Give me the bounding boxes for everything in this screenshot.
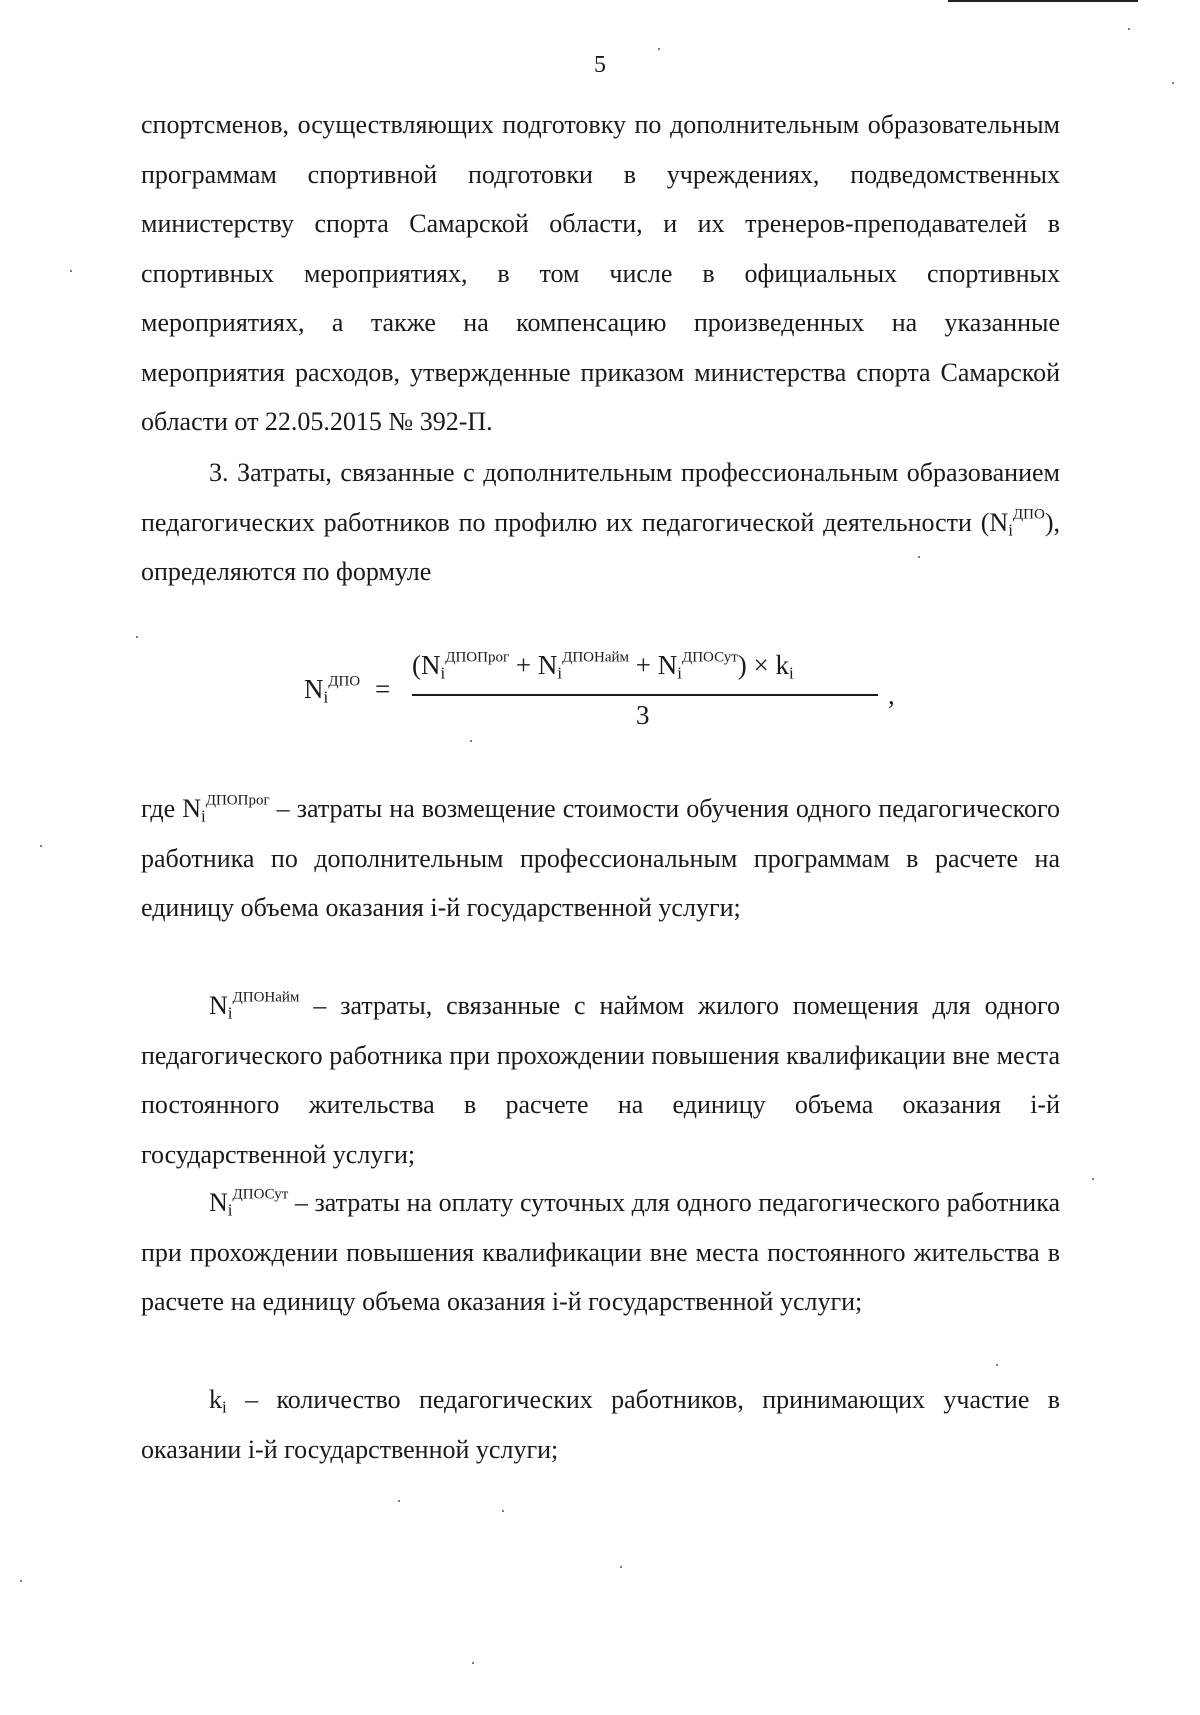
definition-dpo-prog xyxy=(141,784,1060,933)
scan-speck xyxy=(1092,1178,1094,1180)
formula-plus-sign: + xyxy=(629,650,658,680)
definition-symbol-base: k xyxy=(209,1385,222,1414)
formula-close-paren: ) xyxy=(737,650,747,680)
scan-speck xyxy=(1172,82,1174,84)
definition-symbol-subscript: i xyxy=(227,1003,233,1023)
formula-k-subscript: i xyxy=(789,663,794,683)
scan-speck xyxy=(620,1566,622,1568)
formula-term1-subscript: i xyxy=(440,663,446,683)
paragraph-item-3-text-before: 3. Затраты, связанные с дополнительным профессиональным образованием педагогических работников по профилю их педагогической деятельности (N xyxy=(141,458,1060,537)
definition-dpo-sut xyxy=(141,1178,1060,1327)
paragraph-continued: спортсменов, осуществляющих подготовку по дополнительным образовательным программам спортивной подготовки в учреждениях, подведомственных министерству спорта Самарской области, и их тренеров-преподавателей в спортивных мероприятиях, в том числе в официальных спортивных мероприятиях, а также на компенсацию произведенных на указанные мероприятия расходов, утвержденные приказом министерства спорта Самарской области от 22.05.2015 № 392-П. xyxy=(141,110,1060,436)
definition-symbol-base: N xyxy=(209,991,228,1020)
definition-text: – затраты на возмещение стоимости обучения одного педагогического работника по дополнительным профессиональным программам в расчете на единицу объема оказания i-й государственной услуги; xyxy=(141,794,1060,922)
definition-dpo-naim xyxy=(141,981,1060,1179)
formula-term1-superscript: ДПОПрог xyxy=(445,649,510,666)
definition-symbol-subscript: i xyxy=(227,1200,233,1220)
formula-numerator xyxy=(412,650,794,681)
scan-speck xyxy=(136,636,138,638)
formula-denominator: 3 xyxy=(636,700,650,730)
formula-lhs xyxy=(304,674,360,705)
definition-symbol-subscript: i xyxy=(200,806,206,826)
definition-symbol-base: N xyxy=(209,1188,228,1217)
paragraph-item-3-superscript: ДПО xyxy=(1012,505,1045,522)
formula-term2-superscript: ДПОНайм xyxy=(562,649,630,666)
paragraph-item-3-text-after: ), определяются по формуле xyxy=(141,507,1060,586)
formula-equals-sign: = xyxy=(375,674,391,704)
formula-comma: , xyxy=(888,680,895,710)
formula-term2-base: N xyxy=(537,650,558,680)
definition-symbol-subscript: i xyxy=(222,1397,227,1417)
formula-lhs-base: N xyxy=(304,674,324,704)
scan-speck xyxy=(1128,28,1130,30)
definition-prefix: где xyxy=(141,794,183,823)
scan-speck xyxy=(472,1662,474,1664)
paragraph-item-3 xyxy=(141,448,1060,597)
scan-speck xyxy=(996,1364,998,1366)
scan-speck xyxy=(20,1580,22,1582)
formula-lhs-superscript: ДПО xyxy=(328,673,361,690)
definition-symbol-superscript: ДПОСут xyxy=(232,1186,289,1203)
definition-k xyxy=(141,1375,1060,1474)
formula-lhs-subscript: i xyxy=(323,687,329,707)
page-number: 5 xyxy=(594,52,606,78)
formula-times-sign: × xyxy=(746,650,776,680)
paragraph-item-3-subscript: i xyxy=(1008,519,1013,539)
definition-text: – количество педагогических работников, принимающих участие в оказании i-й государственной услуги; xyxy=(141,1385,1060,1464)
formula-term3-superscript: ДПОСут xyxy=(681,649,738,666)
formula-open-paren: ( xyxy=(412,650,421,680)
formula-plus-sign: + xyxy=(509,650,538,680)
scan-speck xyxy=(70,270,72,272)
definition-symbol-base: N xyxy=(182,794,201,823)
formula-term3-subscript: i xyxy=(677,663,682,683)
scan-speck xyxy=(502,1510,504,1512)
definition-symbol-superscript: ДПОНайм xyxy=(232,989,300,1006)
scan-speck xyxy=(398,1500,400,1502)
scan-speck xyxy=(470,740,472,742)
scan-speck xyxy=(658,48,660,50)
formula-term2-subscript: i xyxy=(557,663,563,683)
scan-speck xyxy=(40,845,42,847)
top-edge-line xyxy=(948,0,1138,2)
definition-symbol-superscript: ДПОПрог xyxy=(205,792,270,809)
definition-text: – затраты, связанные с наймом жилого помещения для одного педагогического работника при прохождении повышения квалификации вне места постоянного жительства в расчете на единицу объема оказания i-й государственной услуги; xyxy=(141,991,1060,1169)
fraction-bar xyxy=(412,694,878,696)
formula-k-base: k xyxy=(775,650,789,680)
formula-term3-base: N xyxy=(657,650,678,680)
scan-speck xyxy=(918,556,920,558)
definition-text: – затраты на оплату суточных для одного педагогического работника при прохождении повышения квалификации вне места постоянного жительства в расчете на единицу объема оказания i-й государственной услуги; xyxy=(141,1188,1060,1316)
formula-term1-base: N xyxy=(421,650,441,680)
formula xyxy=(0,650,1200,740)
